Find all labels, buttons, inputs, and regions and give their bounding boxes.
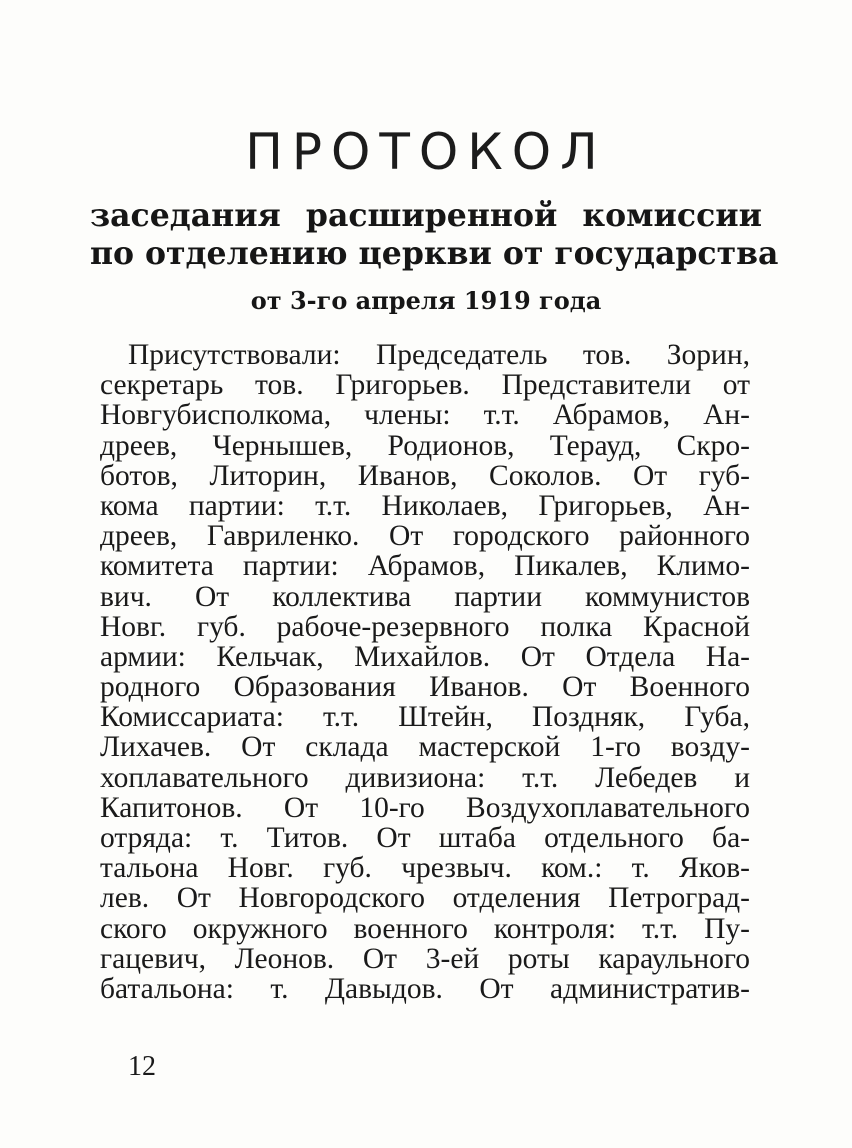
body-line: Новг. губ. рабоче-резервного полка Красной: [100, 610, 750, 643]
body-line: Лихачев. От склада мастерской 1-го возду-: [100, 731, 750, 764]
meeting-date: от 3-го апреля 1919 года: [250, 286, 602, 315]
body-line: родного Образования Иванов. От Военного: [100, 671, 750, 704]
document-title: ПРОТОКОЛ: [245, 123, 607, 181]
body-line: дреев, Чернышев, Родионов, Терауд, Скро-: [100, 429, 750, 462]
body-line: комитета партии: Абрамов, Пикалев, Климо-: [100, 550, 750, 583]
body-line: батальона: т. Давыдов. От административ-: [100, 972, 750, 1005]
body-line: секретарь тов. Григорьев. Представители от: [100, 369, 750, 402]
body-line: отряда: т. Титов. От штаба отдельного ба-: [100, 822, 750, 854]
body-line: дреев, Гавриленко. От городского районного: [100, 520, 750, 553]
body-line: Присутствовали: Председатель тов. Зорин,: [128, 339, 750, 371]
body-line: лев. От Новгородского отделения Петроград-: [100, 882, 750, 915]
subtitle-line-1: заседания расширенной комиссии: [90, 197, 762, 234]
body-line: кома партии: т.т. Николаев, Григорьев, Ан-: [100, 489, 750, 522]
body-line: Новгубисполкома, члены: т.т. Абрамов, Ан-: [100, 399, 750, 432]
body-line: ского окружного военного контроля: т.т. Пу-: [100, 912, 750, 945]
page-number: 12: [128, 1051, 156, 1082]
body-line: Капитонов. От 10-го Воздухоплавательного: [100, 791, 750, 824]
body-line: тальона Новг. губ. чрезвыч. ком.: т. Яков-: [100, 852, 750, 885]
protocol-body: [100, 340, 750, 1004]
body-line: вич. От коллектива партии коммунистов: [100, 580, 750, 613]
subtitle-line-2: по отделению церкви от государства: [90, 235, 779, 272]
body-line: хоплавательного дивизиона: т.т. Лебедев и: [100, 761, 750, 794]
body-line: армии: Кельчак, Михайлов. От Отдела На-: [100, 640, 750, 673]
body-line: гацевич, Леонов. От 3-ей роты караульного: [100, 942, 750, 975]
body-line: ботов, Литорин, Иванов, Соколов. От губ-: [100, 459, 750, 492]
body-line: Комиссариата: т.т. Штейн, Поздняк, Губа,: [100, 701, 750, 734]
